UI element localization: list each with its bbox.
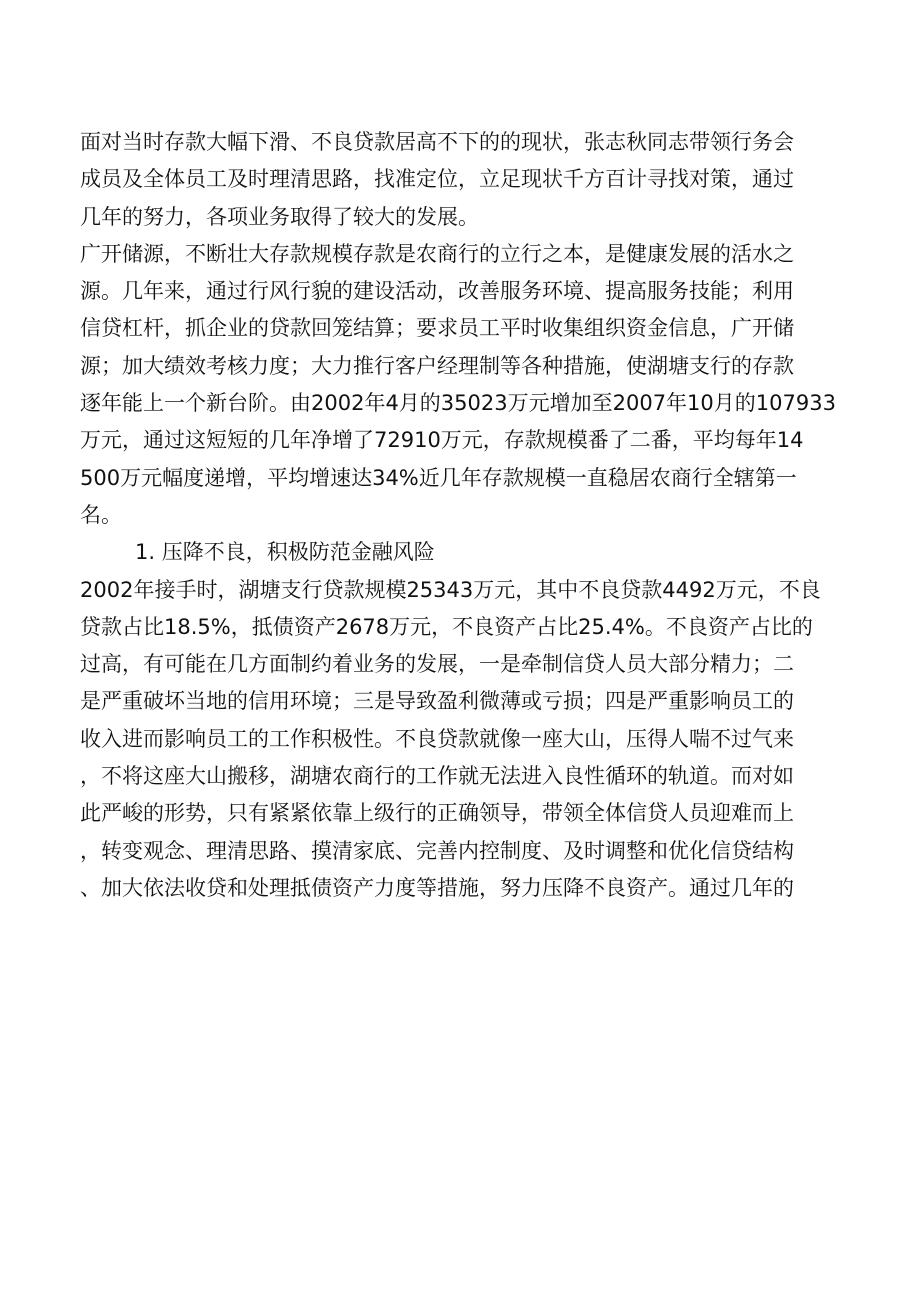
text-line: ，不将这座大山搬移，湖塘农商行的工作就无法进入良性循环的轨道。而对如 bbox=[80, 764, 794, 789]
text-line: 成员及全体员工及时理清思路，找准定位，立足现状千方百计寻找对策，通过 bbox=[80, 167, 794, 192]
section-heading: 1. 压降不良，积极防范金融风险 bbox=[135, 540, 435, 565]
text-line: 贷款占比18.5%，抵债资产2678万元，不良资产占比25.4%。不良资产占比的 bbox=[80, 614, 813, 639]
text-line: 逐年能上一个新台阶。由2002年4月的35023万元增加至2007年10月的107933 bbox=[80, 391, 836, 416]
text-line: 、加大依法收贷和处理抵债资产力度等措施，努力压降不良资产。通过几年的 bbox=[80, 875, 794, 900]
text-line: 2002年接手时，湖塘支行贷款规模25343万元，其中不良贷款4492万元，不良 bbox=[80, 577, 821, 602]
text-line: 过高，有可能在几方面制约着业务的发展，一是牵制信贷人员大部分精力；二 bbox=[80, 652, 794, 677]
text-line: 500万元幅度递增，平均增速达34%近几年存款规模一直稳居农商行全辖第一 bbox=[80, 465, 797, 490]
text-line: 几年的努力，各项业务取得了较大的发展。 bbox=[80, 204, 479, 229]
text-line: 名。 bbox=[80, 502, 122, 527]
text-line: 源；加大绩效考核力度；大力推行客户经理制等各种措施，使湖塘支行的存款 bbox=[80, 353, 794, 378]
text-line: 此严峻的形势，只有紧紧依靠上级行的正确领导，带领全体信贷人员迎难而上 bbox=[80, 801, 794, 826]
text-line: 收入进而影响员工的工作积极性。不良贷款就像一座大山，压得人喘不过气来 bbox=[80, 726, 794, 751]
text-line: 广开储源，不断壮大存款规模存款是农商行的立行之本，是健康发展的活水之 bbox=[80, 241, 794, 266]
text-line: 信贷杠杆，抓企业的贷款回笼结算；要求员工平时收集组织资金信息，广开储 bbox=[80, 316, 794, 341]
text-line: ，转变观念、理清思路、摸清家底、完善内控制度、及时调整和优化信贷结构 bbox=[80, 838, 794, 863]
document-body bbox=[80, 124, 842, 907]
text-line: 源。几年来，通过行风行貌的建设活动，改善服务环境、提高服务技能；利用 bbox=[80, 279, 794, 304]
text-line: 面对当时存款大幅下滑、不良贷款居高不下的的现状，张志秋同志带领行务会 bbox=[80, 130, 794, 154]
text-line: 万元，通过这短短的几年净增了72910万元，存款规模番了二番，平均每年14 bbox=[80, 428, 804, 453]
text-line: 是严重破坏当地的信用环境；三是导致盈利微薄或亏损；四是严重影响员工的 bbox=[80, 689, 794, 714]
